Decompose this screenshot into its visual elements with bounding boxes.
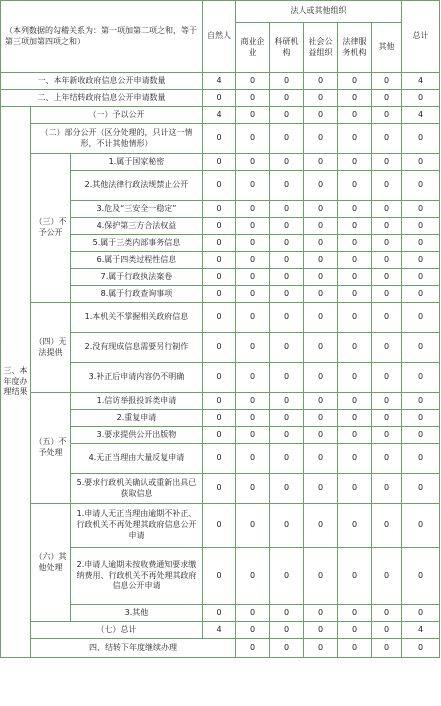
cell-research: 0	[270, 548, 304, 605]
row-label: 3.补正后申请内容仍不明确	[71, 363, 203, 393]
cell-legal-service: 0	[338, 410, 372, 427]
cell-commercial: 0	[236, 393, 270, 410]
cell-research: 0	[270, 333, 304, 363]
cell-total: 0	[402, 90, 440, 107]
cell-total: 4	[402, 73, 440, 90]
cell-other: 0	[372, 622, 402, 639]
cell-other: 0	[372, 269, 402, 286]
cell-legal-service: 0	[338, 444, 372, 474]
cell-legal-service: 0	[338, 154, 372, 171]
cell-legal-service: 0	[338, 201, 372, 218]
row-label: 4.无正当理由大量反复申请	[71, 444, 203, 474]
cell-legal-service: 0	[372, 639, 402, 658]
cell-social: 0	[304, 444, 338, 474]
cell-natural: 0	[203, 363, 236, 393]
cell-natural: 4	[203, 107, 236, 124]
cell-research: 0	[270, 474, 304, 504]
row-g2-partial	[1, 124, 440, 154]
cell-social: 0	[304, 171, 338, 201]
row-label: 1.属于国家秘密	[71, 154, 203, 171]
cell-research: 0	[270, 363, 304, 393]
cell-research: 0	[270, 235, 304, 252]
cell-commercial: 0	[236, 410, 270, 427]
cell-other: 0	[372, 474, 402, 504]
cell-natural: 4	[203, 73, 236, 90]
header-social: 社会公益组织	[304, 23, 338, 73]
header-research: 科研机构	[270, 23, 304, 73]
row-label: 5.要求行政机关确认或重新出具已获取信息	[71, 474, 203, 504]
row-label: 1.本机关不掌握相关政府信息	[71, 303, 203, 333]
cell-other: 0	[372, 504, 402, 548]
cell-other: 0	[372, 363, 402, 393]
cell-legal-service: 0	[338, 504, 372, 548]
cell-other: 0	[372, 73, 402, 90]
group-3-label: （三）不予公开	[31, 154, 71, 303]
cell-social: 0	[304, 107, 338, 124]
cell-other: 0	[372, 124, 402, 154]
cell-other: 0	[372, 410, 402, 427]
header-total: 总计	[402, 1, 440, 73]
row-label: 四、结转下年度继续办理	[31, 639, 236, 658]
cell-natural: 0	[203, 201, 236, 218]
cell-research: 0	[270, 393, 304, 410]
row-label: 1.申请人无正当理由逾期不补正、行政机关不再处理其政府信息公开申请	[71, 504, 203, 548]
cell-natural: 0	[203, 410, 236, 427]
cell-social: 0	[304, 218, 338, 235]
cell-legal-service: 0	[338, 124, 372, 154]
cell-social: 0	[304, 303, 338, 333]
cell-natural: 0	[203, 605, 236, 622]
cell-total: 0	[402, 154, 440, 171]
cell-research: 0	[270, 154, 304, 171]
cell-natural: 0	[203, 393, 236, 410]
row-new-applications	[1, 73, 440, 90]
cell-total: 0	[402, 201, 440, 218]
cell-legal-service: 0	[338, 548, 372, 605]
group-4-label: （四）无法提供	[31, 303, 71, 393]
cell-natural: 0	[203, 171, 236, 201]
cell-research: 0	[270, 90, 304, 107]
cell-other: 0	[372, 393, 402, 410]
cell-other: 0	[402, 639, 440, 658]
cell-natural: 0	[203, 269, 236, 286]
cell-research: 0	[270, 107, 304, 124]
header-legal-group: 法人或其他组织	[236, 1, 402, 23]
cell-natural: 0	[203, 124, 236, 154]
cell-natural: 0	[236, 639, 270, 658]
cell-commercial: 0	[236, 73, 270, 90]
cell-social: 0	[304, 252, 338, 269]
cell-research: 0	[270, 252, 304, 269]
cell-legal-service: 0	[338, 269, 372, 286]
row-g1-disclosed	[1, 107, 440, 124]
cell-total: 0	[402, 444, 440, 474]
cell-legal-service: 0	[338, 474, 372, 504]
cell-other: 0	[372, 548, 402, 605]
group-6-label: （六）其他处理	[31, 504, 71, 622]
cell-legal-service: 0	[338, 252, 372, 269]
cell-commercial: 0	[236, 252, 270, 269]
cell-social: 0	[304, 235, 338, 252]
row-label: 2.申请人逾期未按收费通知要求缴纳费用、行政机关不再处理其政府信息公开申请	[71, 548, 203, 605]
group-5-label: （五）不予处理	[31, 393, 71, 504]
cell-natural: 0	[203, 444, 236, 474]
cell-other: 0	[372, 252, 402, 269]
cell-legal-service: 0	[338, 218, 372, 235]
cell-social: 0	[304, 201, 338, 218]
cell-natural: 0	[203, 474, 236, 504]
cell-other: 0	[372, 218, 402, 235]
row-label: 二、上年结转政府信息公开申请数量	[1, 90, 203, 107]
cell-total: 0	[402, 269, 440, 286]
cell-commercial: 0	[236, 154, 270, 171]
row-carry-forward	[1, 639, 440, 658]
cell-other: 0	[372, 90, 402, 107]
cell-total: 0	[402, 410, 440, 427]
cell-social: 0	[304, 90, 338, 107]
cell-natural: 0	[203, 286, 236, 303]
cell-legal-service: 0	[338, 90, 372, 107]
cell-commercial: 0	[236, 444, 270, 474]
cell-other: 0	[372, 444, 402, 474]
row-label: （一）予以公开	[31, 107, 203, 124]
cell-total: 0	[402, 333, 440, 363]
row-g4-item-1	[1, 303, 440, 333]
cell-research: 0	[270, 504, 304, 548]
cell-legal-service: 0	[338, 333, 372, 363]
row-carried-over	[1, 90, 440, 107]
cell-research: 0	[270, 427, 304, 444]
cell-commercial: 0	[236, 171, 270, 201]
cell-social: 0	[304, 286, 338, 303]
row-label: 6.属于四类过程性信息	[71, 252, 203, 269]
row-label: （七）总计	[31, 622, 203, 639]
cell-other: 0	[372, 235, 402, 252]
cell-commercial: 0	[236, 90, 270, 107]
cell-social: 0	[304, 269, 338, 286]
cell-total: 0	[402, 548, 440, 605]
cell-legal-service: 0	[338, 73, 372, 90]
cell-total: 0	[402, 605, 440, 622]
cell-natural: 0	[203, 303, 236, 333]
row-label: （二）部分公开（区分处理的，只计这一情形，不计其他情形）	[31, 124, 203, 154]
cell-commercial: 0	[236, 107, 270, 124]
header-legal-service: 法律服务机构	[338, 23, 372, 73]
row-label: 5.属于三类内部事务信息	[71, 235, 203, 252]
cell-commercial: 0	[236, 474, 270, 504]
cell-commercial: 0	[236, 124, 270, 154]
cell-commercial: 0	[236, 269, 270, 286]
cell-total: 0	[402, 171, 440, 201]
row-label: 1.信访举报投诉类申请	[71, 393, 203, 410]
cell-research: 0	[304, 639, 338, 658]
cell-natural: 0	[203, 333, 236, 363]
cell-total: 4	[402, 107, 440, 124]
header-commercial: 商业企业	[236, 23, 270, 73]
header-other: 其他	[372, 23, 402, 73]
cell-social: 0	[304, 124, 338, 154]
cell-commercial: 0	[270, 639, 304, 658]
cell-legal-service: 0	[338, 107, 372, 124]
cell-total: 0	[402, 393, 440, 410]
row-g5-item-1	[1, 393, 440, 410]
cell-social: 0	[304, 73, 338, 90]
cell-social: 0	[304, 363, 338, 393]
row-label: 7.属于行政执法案卷	[71, 269, 203, 286]
cell-commercial: 0	[236, 504, 270, 548]
row-label: 3.危及“三安全一稳定”	[71, 201, 203, 218]
row-g6-item-1	[1, 504, 440, 548]
header-note: （本列数据的勾稽关系为：第一项加第二项之和，等于第三项加第四项之和）	[1, 1, 203, 73]
row-g7-total	[1, 622, 440, 639]
row-label: 2.没有现成信息需要另行制作	[71, 333, 203, 363]
cell-research: 0	[270, 605, 304, 622]
cell-research: 0	[270, 124, 304, 154]
cell-social: 0	[304, 154, 338, 171]
cell-commercial: 0	[236, 201, 270, 218]
cell-total: 0	[402, 427, 440, 444]
cell-other: 0	[372, 201, 402, 218]
cell-research: 0	[270, 171, 304, 201]
cell-social: 0	[304, 504, 338, 548]
cell-legal-service: 0	[338, 363, 372, 393]
cell-research: 0	[270, 410, 304, 427]
row-label: 4.保护第三方合法权益	[71, 218, 203, 235]
section-3-label: 三、本年度办理结果	[1, 107, 31, 658]
cell-other: 0	[372, 107, 402, 124]
cell-total: 0	[402, 363, 440, 393]
cell-total: 4	[402, 622, 440, 639]
cell-legal-service: 0	[338, 303, 372, 333]
cell-legal-service: 0	[338, 393, 372, 410]
header-natural: 自然人	[203, 1, 236, 73]
cell-total: 0	[402, 504, 440, 548]
cell-legal-service: 0	[338, 427, 372, 444]
cell-other: 0	[372, 286, 402, 303]
cell-research: 0	[270, 286, 304, 303]
cell-total: 0	[402, 474, 440, 504]
cell-commercial: 0	[236, 622, 270, 639]
cell-social: 0	[304, 548, 338, 605]
cell-other: 0	[372, 333, 402, 363]
cell-research: 0	[270, 303, 304, 333]
cell-social: 0	[338, 639, 372, 658]
cell-commercial: 0	[236, 363, 270, 393]
cell-natural: 0	[203, 235, 236, 252]
row-label: 2.重复申请	[71, 410, 203, 427]
cell-commercial: 0	[236, 218, 270, 235]
cell-other: 0	[372, 154, 402, 171]
cell-research: 0	[270, 201, 304, 218]
cell-research: 0	[270, 73, 304, 90]
cell-commercial: 0	[236, 548, 270, 605]
cell-social: 0	[304, 622, 338, 639]
cell-research: 0	[270, 622, 304, 639]
cell-natural: 0	[203, 427, 236, 444]
cell-commercial: 0	[236, 286, 270, 303]
row-label: 8.属于行政查询事项	[71, 286, 203, 303]
cell-total: 0	[402, 303, 440, 333]
cell-total: 0	[402, 235, 440, 252]
cell-commercial: 0	[236, 605, 270, 622]
cell-natural: 0	[203, 218, 236, 235]
cell-total: 0	[402, 124, 440, 154]
cell-social: 0	[304, 410, 338, 427]
cell-social: 0	[304, 427, 338, 444]
cell-natural: 0	[203, 154, 236, 171]
cell-total: 0	[402, 218, 440, 235]
cell-commercial: 0	[236, 333, 270, 363]
cell-other: 0	[372, 427, 402, 444]
cell-research: 0	[270, 444, 304, 474]
row-label: 3.其他	[71, 605, 203, 622]
cell-legal-service: 0	[338, 286, 372, 303]
cell-total: 0	[402, 252, 440, 269]
cell-legal-service: 0	[338, 622, 372, 639]
cell-natural: 0	[203, 504, 236, 548]
header-row-1	[1, 1, 440, 23]
row-label: 3.要求提供公开出版物	[71, 427, 203, 444]
cell-commercial: 0	[236, 235, 270, 252]
row-label: 一、本年新收政府信息公开申请数量	[1, 73, 203, 90]
cell-natural: 0	[203, 90, 236, 107]
cell-commercial: 0	[236, 303, 270, 333]
cell-other: 0	[372, 605, 402, 622]
cell-legal-service: 0	[338, 171, 372, 201]
cell-legal-service: 0	[338, 605, 372, 622]
cell-total: 0	[402, 286, 440, 303]
cell-other: 0	[372, 171, 402, 201]
cell-social: 0	[304, 393, 338, 410]
cell-social: 0	[304, 333, 338, 363]
row-label: 2.其他法律行政法规禁止公开	[71, 171, 203, 201]
cell-natural: 0	[203, 252, 236, 269]
cell-legal-service: 0	[338, 235, 372, 252]
cell-social: 0	[304, 605, 338, 622]
cell-social: 0	[304, 474, 338, 504]
row-g3-item-1	[1, 154, 440, 171]
cell-natural: 0	[203, 548, 236, 605]
cell-research: 0	[270, 218, 304, 235]
cell-research: 0	[270, 269, 304, 286]
cell-commercial: 0	[236, 427, 270, 444]
cell-other: 0	[372, 303, 402, 333]
cell-natural: 4	[203, 622, 236, 639]
